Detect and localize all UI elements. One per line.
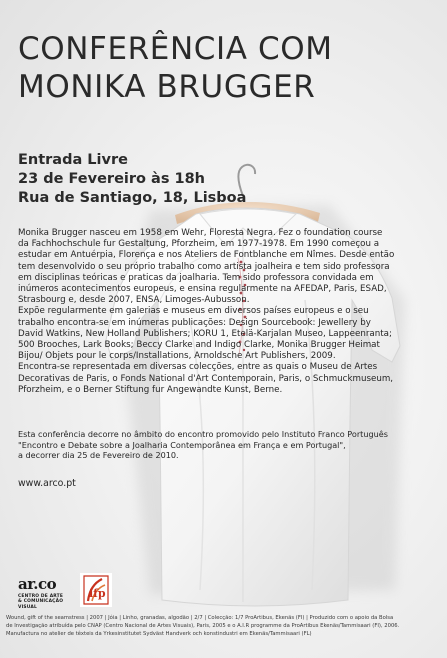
website-link[interactable]: www.arco.pt bbox=[18, 478, 76, 489]
arco-subtitle-line: VISUAL bbox=[18, 604, 38, 610]
poster-title bbox=[18, 30, 438, 106]
event-address: Rua de Santiago, 18, Lisboa bbox=[18, 190, 247, 206]
event-admission: Entrada Livre bbox=[18, 152, 128, 168]
arco-logo bbox=[18, 577, 78, 610]
arco-subtitle bbox=[18, 594, 78, 610]
note-line: "Encontro e Debate sobre a Joalharia Contemporânea em França e em Portugal", bbox=[18, 439, 346, 450]
note-line: Esta conferência decorre no âmbito do encontro promovido pelo Instituto Franco Português bbox=[18, 429, 388, 439]
credit-line: Manufactura no atelier de têxteis da Yrkesinstitutet Sydväst Handverk och konstindustri em Ekenäs/Tammisaari (FL) bbox=[6, 631, 312, 637]
bio-line: Expõe regularmente em galerias e museus em diversos países europeus e o seu bbox=[18, 306, 369, 317]
arco-subtitle-line: & COMUNICAÇÃO bbox=[18, 599, 64, 605]
title-line-1: CONFERÊNCIA COM bbox=[18, 31, 333, 67]
bio-line: David Watkins, New Holland Publishers; KORU 1, Etelä-Karjalan Museo, Lappeenranta; bbox=[18, 328, 392, 339]
bio-line: Monika Brugger nasceu em 1958 em Wehr, Floresta Negra. Fez o foundation course bbox=[18, 228, 383, 238]
bio-line: Encontra-se representada em diversas colecções, entre as quais o Museu de Artes bbox=[18, 362, 378, 373]
bio-line: da Fachhochschule fur Gestaltung, Pforzheim, em 1977-1978. Em 1990 começou a bbox=[18, 239, 380, 250]
bio-line: Strasbourg e, desde 2007, ENSA, Limoges-Aubusson. bbox=[18, 295, 250, 306]
event-details bbox=[18, 151, 318, 208]
bio-line: Pforzheim, e o Berner Stiftung fur Angewandte Kunst, Berne. bbox=[18, 384, 283, 395]
arco-subtitle-line: CENTRO DE ARTE bbox=[18, 594, 64, 599]
ifp-text: ifp bbox=[89, 587, 106, 600]
bio-line: 500 Brooches, Lark Books; Beccy Clarke and Indigo Clarke, Monika Brugger Heimat bbox=[18, 340, 380, 351]
bio-line: tem desenvolvido o seu próprio trabalho como artista joalheira e tem sido professora bbox=[18, 261, 390, 272]
ifp-logo bbox=[80, 573, 112, 607]
bio-line: trabalho encontra-se em inúmeras publicações: Design Sourcebook: Jewellery by bbox=[18, 317, 371, 328]
bio-line: inúmeros acontecimentos europeus, e ensina regularmente na AFEDAP, Paris, ESAD, bbox=[18, 284, 387, 295]
title-line-2: MONIKA BRUGGER bbox=[18, 69, 316, 105]
credit-line: Wound, gift of the seamstress | 2007 | Jóia | Linho, granadas, algodão | 2/7 | Colecção: 1/7 ProArtibus, Ekenäs (FI) | Produzido com o apoio da Bolsa bbox=[6, 615, 394, 621]
event-date: 23 de Fevereiro às 18h bbox=[18, 171, 206, 187]
bio-line: Bijou/ Objets pour le corps/Installations, Arnoldsche Art Publishers, 2009. bbox=[18, 351, 336, 362]
bio-line: Decorativas de Paris, o Fonds National d'Art Contemporain, Paris, o Schmuckmuseum, bbox=[18, 373, 394, 384]
artwork-credits bbox=[6, 614, 444, 638]
bio-line: em disciplinas teóricas e praticas da joalharia. Tem sido professora convidada em bbox=[18, 272, 374, 283]
note-line: a decorrer dia 25 de Fevereiro de 2010. bbox=[18, 450, 179, 460]
arco-wordmark: ar.co bbox=[18, 575, 57, 593]
artist-biography bbox=[18, 228, 420, 396]
conference-note bbox=[18, 429, 420, 461]
bio-line: estudar em Antuérpia, Florença e nos Ateliers de Fontblanche em Nîmes. Desde então bbox=[18, 250, 395, 261]
credit-line: de Investigação atribuída pelo CNAP (Centro Nacional de Artes Visuais), Paris, 2005 e o A.I.R programme da ProArtibus Ekenäs/Tammisaari (FI), 2006. bbox=[6, 623, 400, 629]
